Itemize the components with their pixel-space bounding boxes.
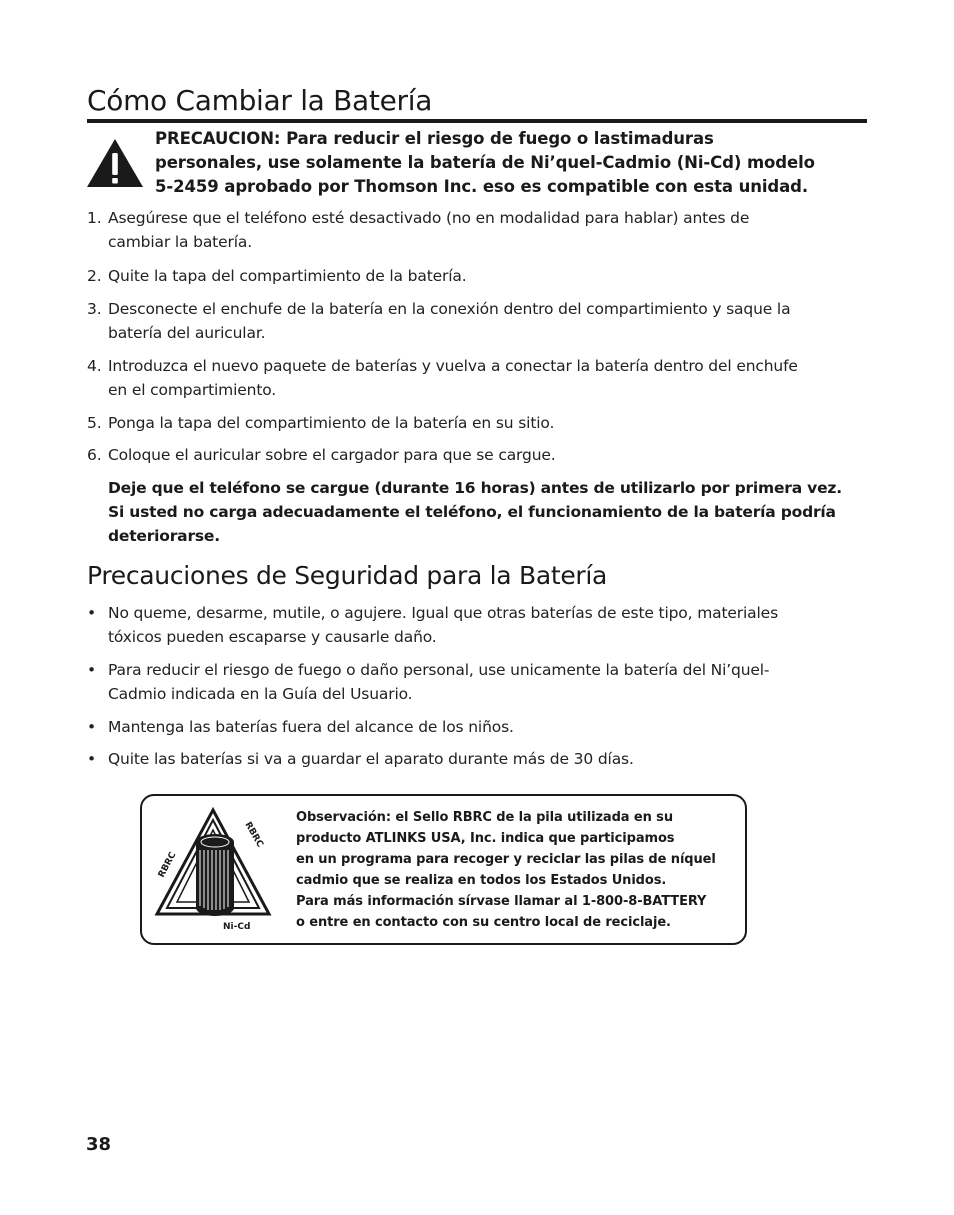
rbrc-notice-text: [296, 807, 716, 933]
note-line: Deje que el teléfono se cargue (durante 16 horas) antes de utilizarlo por primera vez.: [108, 479, 842, 497]
bullet-text: No queme, desarme, mutile, o agujere. Igual que otras baterías de este tipo, materiales: [108, 604, 778, 622]
bullet-text: Para reducir el riesgo de fuego o daño personal, use unicamente la batería del Ni’quel-: [108, 661, 770, 679]
step-number: 2.: [87, 267, 102, 285]
step-number: 4.: [87, 357, 102, 375]
bullet-text: tóxicos pueden escaparse y causarle daño.: [108, 628, 437, 646]
seal-label-bottom: Ni-Cd: [223, 922, 251, 932]
bullet-dot: •: [87, 604, 96, 622]
step-text: Desconecte el enchufe de la batería en la conexión dentro del compartimiento y saque la: [108, 300, 791, 318]
seal-label-left: RBRC: [156, 850, 179, 880]
notice-line: Para más información sírvase llamar al 1-800-8-BATTERY: [296, 894, 707, 909]
step-text: en el compartimiento.: [108, 381, 277, 399]
notice-line: producto ATLINKS USA, Inc. indica que participamos: [296, 831, 675, 846]
title-rule: [87, 119, 867, 123]
charging-note: [108, 476, 842, 548]
section-title-safety: Precauciones de Seguridad para la Batería: [87, 561, 608, 590]
step-text: Ponga la tapa del compartimiento de la batería en su sitio.: [108, 414, 555, 432]
caution-text: [155, 127, 855, 199]
step-text: Coloque el auricular sobre el cargador para que se cargue.: [108, 446, 556, 464]
bullet-text: Cadmio indicada en la Guía del Usuario.: [108, 685, 413, 703]
caution-line: PRECAUCION: Para reducir el riesgo de fuego o lastimaduras: [155, 129, 714, 148]
bullet-dot: •: [87, 661, 96, 679]
notice-line: o entre en contacto con su centro local de reciclaje.: [296, 915, 671, 930]
notice-line: Observación: el Sello RBRC de la pila utilizada en su: [296, 810, 673, 825]
notice-line: en un programa para recoger y reciclar las pilas de níquel: [296, 852, 716, 867]
warning-triangle-icon: [86, 138, 144, 188]
seal-label-right: RBRC: [242, 820, 265, 850]
step-number: 6.: [87, 446, 102, 464]
bullet-dot: •: [87, 750, 96, 768]
bullet-text: Quite las baterías si va a guardar el aparato durante más de 30 días.: [108, 750, 634, 768]
step-number: 3.: [87, 300, 102, 318]
caution-line: 5-2459 aprobado por Thomson Inc. eso es compatible con esta unidad.: [155, 177, 809, 196]
note-line: Si usted no carga adecuadamente el teléfono, el funcionamiento de la batería podría: [108, 503, 836, 521]
step-text: cambiar la batería.: [108, 233, 252, 251]
bullet-dot: •: [87, 718, 96, 736]
step-text: batería del auricular.: [108, 324, 266, 342]
step-number: 5.: [87, 414, 102, 432]
step-text: Asegúrese que el teléfono esté desactivado (no en modalidad para hablar) antes de: [108, 209, 750, 227]
section-title-battery-change: Cómo Cambiar la Batería: [87, 84, 433, 117]
step-text: Quite la tapa del compartimiento de la batería.: [108, 267, 467, 285]
bullet-text: Mantenga las baterías fuera del alcance de los niños.: [108, 718, 514, 736]
note-line: deteriorarse.: [108, 527, 220, 545]
rbrc-recycling-seal-icon: [153, 806, 273, 936]
step-number: 1.: [87, 209, 102, 227]
notice-line: cadmio que se realiza en todos los Estados Unidos.: [296, 873, 667, 888]
page-number: 38: [86, 1134, 112, 1155]
caution-line: personales, use solamente la batería de Ni’quel-Cadmio (Ni-Cd) modelo: [155, 153, 815, 172]
step-text: Introduzca el nuevo paquete de baterías y vuelva a conectar la batería dentro del enchufe: [108, 357, 798, 375]
